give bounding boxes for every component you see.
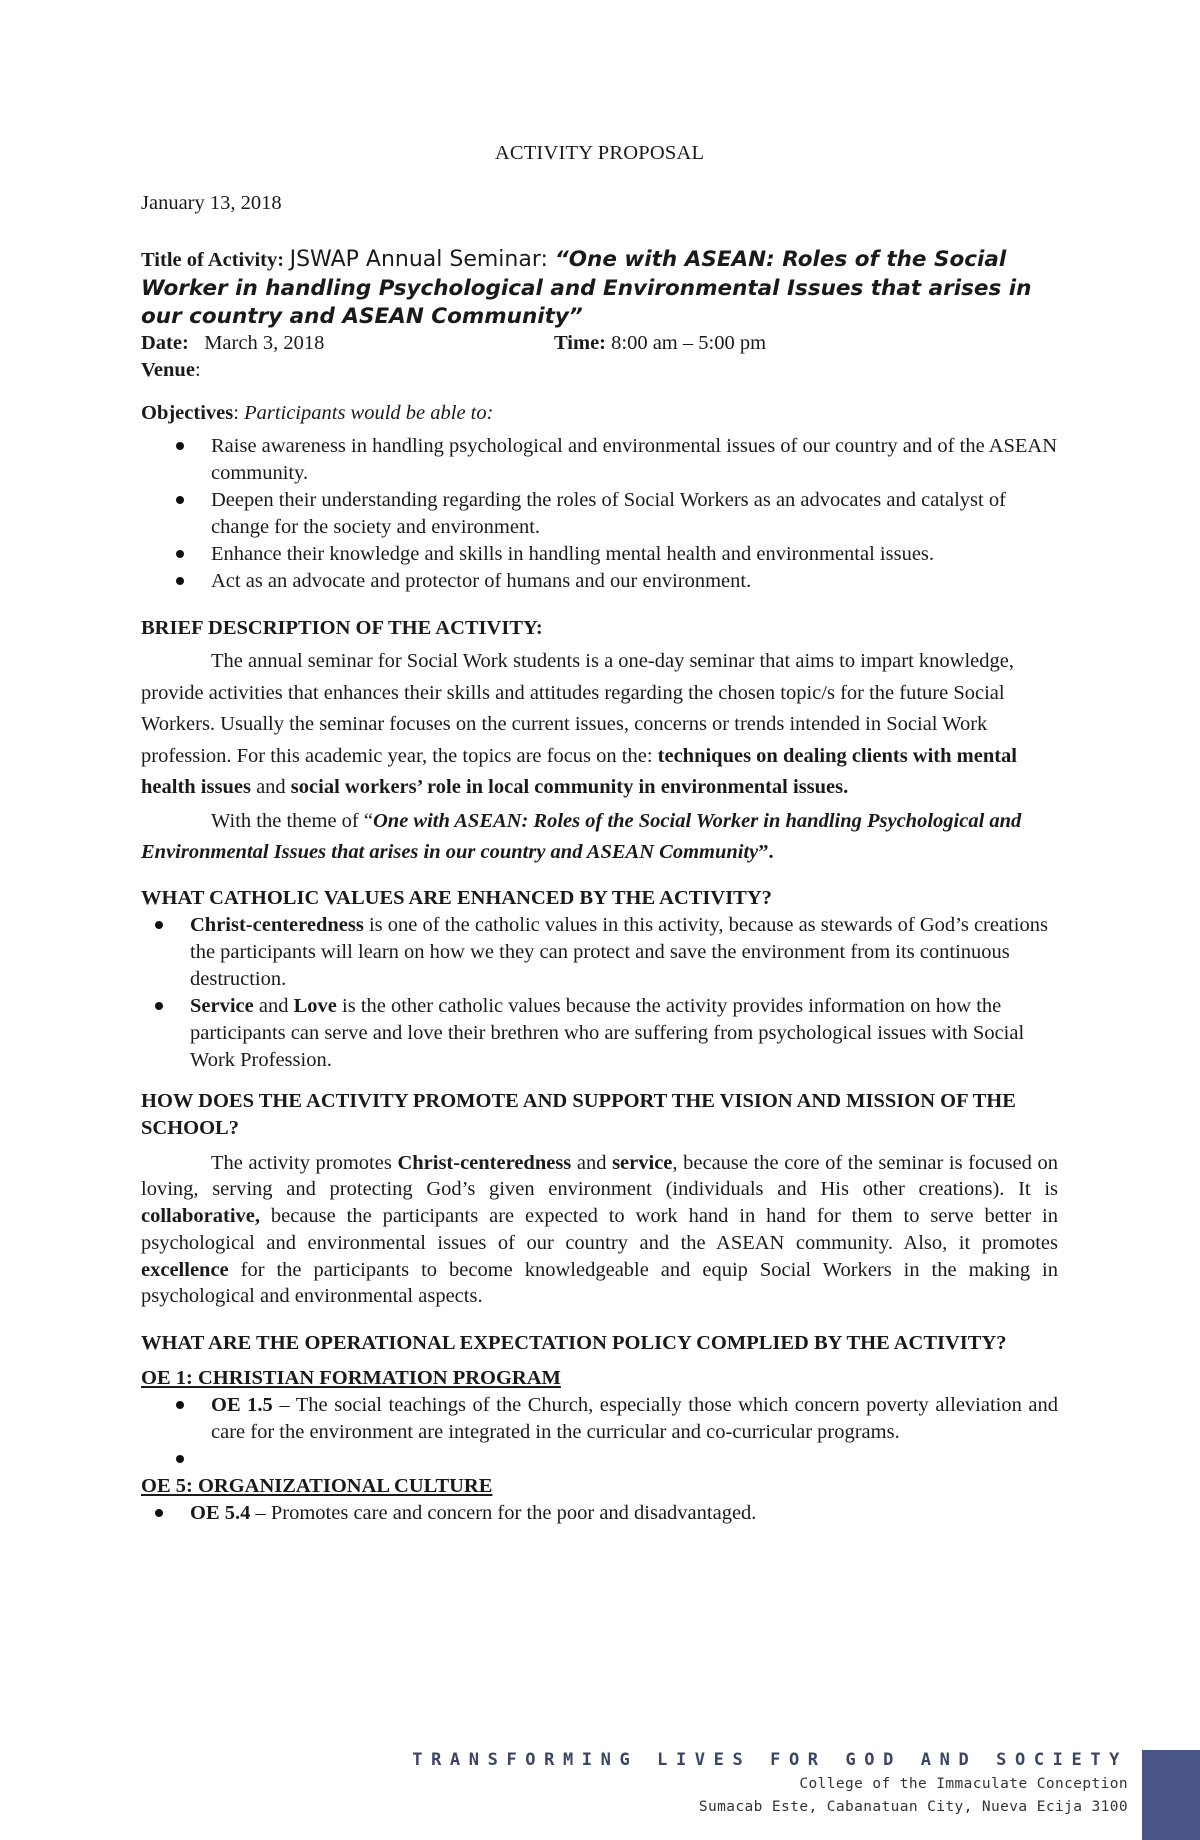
vision-paragraph — [141, 1150, 1058, 1311]
objectives-line — [141, 400, 1058, 427]
activity-title-label: Title of Activity: — [141, 249, 285, 271]
brief-paragraph-2 — [141, 806, 1058, 869]
footer-accent-box — [1142, 1750, 1200, 1840]
date-label: Date: — [141, 332, 189, 354]
vision-bold: service — [612, 1151, 673, 1174]
vision-text: The activity promotes — [211, 1151, 398, 1174]
objectives-colon: : — [233, 402, 245, 424]
footer-address: Sumacab Este, Cabanatuan City, Nueva Ecija 3100 — [698, 1799, 1128, 1815]
date-value: March 3, 2018 — [204, 332, 325, 354]
list-item-empty — [141, 1446, 1058, 1473]
brief-and: and — [250, 776, 291, 798]
value-and: and — [253, 994, 294, 1017]
brief-theme-intro: With the theme of “ — [211, 809, 373, 832]
vision-text: , because the core of the seminar is focused on loving, serving and protecting God’s given environment (individuals and His other creations). It is — [141, 1151, 1058, 1201]
date-time-row — [141, 330, 1058, 357]
value-text: is one of the catholic values in this activity, because as stewards of God’s creations the participants will learn on how we they can protect and save the environment from its continuous destruction. — [190, 913, 1048, 990]
vision-text: because the participants are expected to work hand in hand for them to serve better in psychological and environmental issues of our country and the ASEAN community. Also, it promotes — [141, 1205, 1058, 1254]
values-list — [141, 912, 1058, 1074]
oe5-list — [141, 1500, 1058, 1527]
oe1-item-code: OE 1.5 — [211, 1394, 273, 1417]
value-text: is the other catholic values because the activity provides information on how the participants can serve and love their brethren who are suffering from psychological issues with Social Work Profession. — [190, 994, 1025, 1071]
activity-series: JSWAP Annual Seminar: — [289, 247, 555, 272]
vision-bold: collaborative, — [141, 1205, 260, 1228]
list-item: Enhance their knowledge and skills in handling mental health and environmental issues. — [141, 541, 1058, 568]
list-item: Act as an advocate and protector of humans and our environment. — [141, 568, 1058, 595]
oe1-list — [141, 1392, 1058, 1473]
venue-row — [141, 357, 1058, 384]
brief-text: The annual seminar for Social Work students is a one-day seminar that aims to impart knowledge, provide activities that enhances their skills and attitudes regarding the chosen topic/s for the future Social Workers. Usually the seminar focuses on the current issues, concerns or trends intended in Social Work profession. For this academic year, the topics are focus on the: — [141, 650, 1014, 767]
brief-bold-2: social workers’ role in local community in environmental issues. — [290, 776, 849, 798]
vision-text: and — [571, 1151, 613, 1174]
list-item: Raise awareness in handling psychological and environmental issues of our country and of the ASEAN community. — [141, 433, 1058, 487]
value-christ-centeredness: Christ-centeredness — [190, 913, 364, 936]
footer-tagline: TRANSFORMING LIVES FOR GOD AND SOCIETY — [412, 1750, 1128, 1770]
date-field — [141, 330, 554, 357]
brief-bold-1: techniques on dealing clients with mental health issues — [141, 744, 1017, 798]
vision-bold: Christ-centeredness — [397, 1151, 572, 1174]
oe5-heading: OE 5: ORGANIZATIONAL CULTURE — [141, 1475, 493, 1498]
value-service: Service — [190, 994, 254, 1017]
time-value: 8:00 am – 5:00 pm — [611, 332, 767, 354]
time-label: Time: — [554, 332, 607, 354]
time-field — [554, 330, 766, 357]
brief-heading: BRIEF DESCRIPTION OF THE ACTIVITY: — [141, 617, 543, 639]
oe-heading: WHAT ARE THE OPERATIONAL EXPECTATION POLICY COMPLIED BY THE ACTIVITY? — [141, 1332, 1007, 1355]
venue-colon: : — [194, 359, 201, 381]
brief-theme-end: ”. — [758, 841, 774, 863]
list-item — [141, 993, 1058, 1074]
oe5-item-text: – Promotes care and concern for the poor and disadvantaged. — [250, 1502, 757, 1525]
list-item — [141, 1500, 1058, 1527]
oe1-item-text: – The social teachings of the Church, especially those which concern poverty alleviation and care for the environment are integrated in the curricular and co-curricular programs. — [211, 1394, 1058, 1444]
objectives-label: Objectives — [141, 402, 234, 424]
objectives-list — [141, 433, 1058, 595]
oe1-heading: OE 1: CHRISTIAN FORMATION PROGRAM — [141, 1367, 561, 1390]
brief-paragraph-1 — [141, 646, 1058, 804]
document-date: January 13, 2018 — [141, 192, 282, 214]
vision-heading: HOW DOES THE ACTIVITY PROMOTE AND SUPPORT THE VISION AND MISSION OF THE SCHOOL? — [141, 1089, 1016, 1139]
activity-title — [141, 245, 1058, 330]
values-heading: WHAT CATHOLIC VALUES ARE ENHANCED BY THE ACTIVITY? — [141, 886, 772, 909]
vision-bold: excellence — [141, 1258, 229, 1281]
brief-theme: One with ASEAN: Roles of the Social Worker in handling Psychological and Environmental Issues that arises in our country and ASEAN Community — [141, 809, 1022, 863]
activity-theme: “One with ASEAN: Roles of the Social Worker in handling Psychological and Environmental Issues that arises in our country and ASEAN Community” — [141, 247, 1032, 329]
venue-label: Venue — [141, 359, 195, 381]
document-title: ACTIVITY PROPOSAL — [494, 142, 705, 164]
document-page — [141, 142, 1058, 1527]
list-item — [141, 1392, 1058, 1446]
value-love: Love — [293, 994, 337, 1017]
oe5-item-code: OE 5.4 — [190, 1502, 251, 1525]
list-item: Deepen their understanding regarding the roles of Social Workers as an advocates and catalyst of change for the society and environment. — [141, 487, 1058, 541]
list-item — [141, 912, 1058, 993]
vision-text: for the participants to become knowledgeable and equip Social Workers in the making in psychological and environmental aspects. — [141, 1258, 1058, 1308]
objectives-intro: Participants would be able to: — [244, 402, 494, 424]
footer-college: College of the Immaculate Conception — [799, 1776, 1128, 1792]
